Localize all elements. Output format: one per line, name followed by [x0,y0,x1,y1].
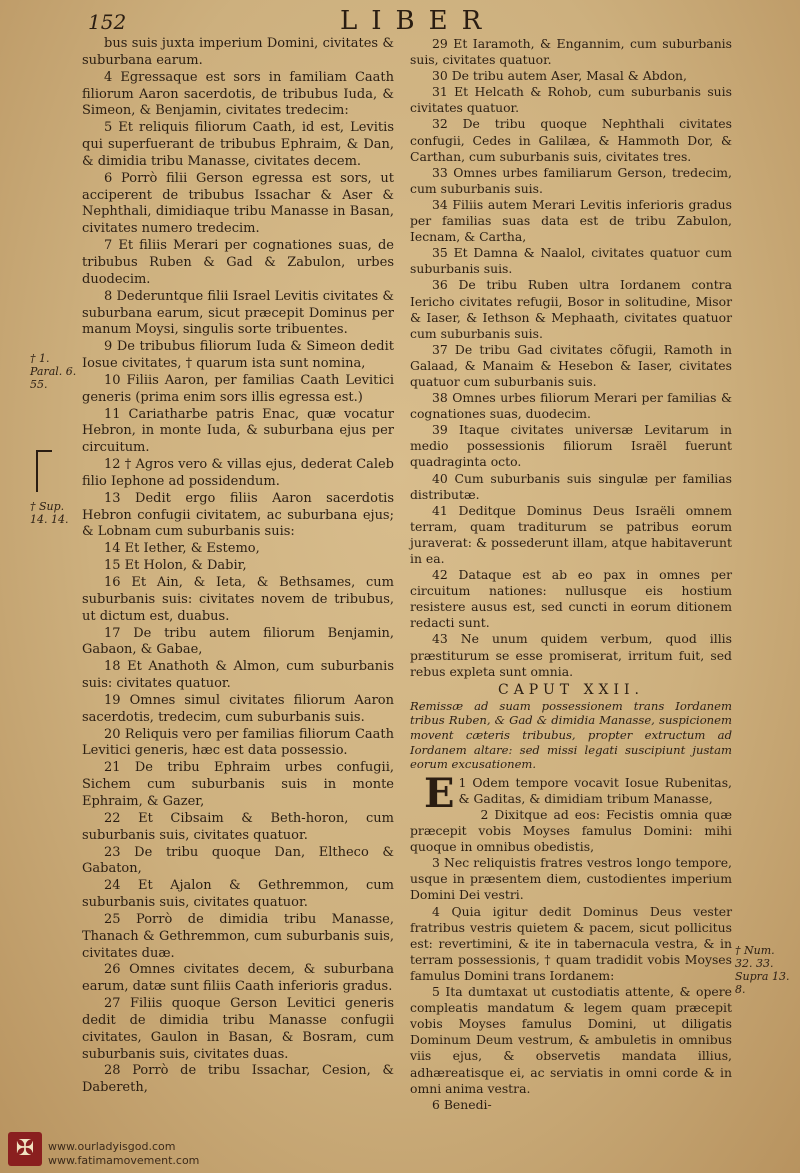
verse: 6 Porrò filii Gerson egressa est sors, ut acciperent de tribubus Issachar & Aser & Nephthali, dimidiaque tribu Manasse in Basan, civitates numero tredecim. [82,170,394,237]
verse: 6 Benedi- [432,1096,492,1112]
right-column [410,36,732,1113]
verse: 33 Omnes urbes familiarum Gerson, tredecim, cum suburbanis suis. [410,164,732,196]
verse: 26 Omnes civitates decem, & suburbana earum, datæ sunt filiis Caath inferioris gradus. [82,962,394,995]
watermark [48,1140,199,1168]
verse: 30 De tribu autem Aser, Masal & Abdon, [432,68,687,84]
verse: 14 Et Iether, & Estemo, [104,541,260,557]
left-column [82,36,394,1097]
verse: 8 Dederuntque filii Israel Levitis civitates & suburbana earum, sicut præcepit Dominus per manum Moysi, singulis sorte tribuentes. [82,288,394,338]
verse: 41 Deditque Dominus Deus Israëli omnem terram, quam traditurum se patribus eorum juraverat: & possederunt illam, atque habitaverunt in ea. [410,502,732,566]
verse: 22 Et Cibsaim & Beth-horon, cum suburbanis suis, civitates quatuor. [82,810,394,843]
verse: 32 De tribu quoque Nephthali civitates confugii, Cedes in Galilæa, & Hammoth Dor, & Carthan, cum suburbanis suis, civitates tres. [410,116,732,164]
verse: 15 Et Holon, & Dabir, [104,558,247,574]
watermark-line: www.ourladyisgod.com [48,1140,176,1153]
margin-note-right: † Num. 32. 33. Supra 13. 8. [735,944,790,996]
margin-note-left: † Sup. 14. 14. [30,500,69,526]
page-number: 152 [88,10,127,34]
verse: 17 De tribu autem filiorum Benjamin, Gabaon, & Gabae, [82,625,394,658]
verse: 2 Dixitque ad eos: Fecistis omnia quæ præcepit vobis Moyses famulus Domini: mihi quoque in omnibus obedistis, [410,807,732,855]
verse: 18 Et Anathoth & Almon, cum suburbanis suis: civitates quatuor. [82,659,394,692]
handwritten-bracket-mark [36,450,52,492]
verse: 9 De tribubus filiorum Iuda & Simeon dedit Iosue civitates, † quarum ista sunt nomina, [82,339,394,372]
verse: 11 Cariatharbe patris Enac, quæ vocatur Hebron, in monte Iuda, & suburbana ejus per circuitum. [82,406,394,456]
verse: 21 De tribu Ephraim urbes confugii, Sichem cum suburbanis suis in monte Ephraim, & Gazer, [82,760,394,809]
verse: 31 Et Helcath & Rohob, cum suburbanis suis civitates quatuor. [410,84,732,116]
verse: 29 Et Iaramoth, & Engannim, cum suburbanis suis, civitates quatuor. [410,36,732,68]
verse: 16 Et Ain, & Ieta, & Bethsames, cum suburbanis suis: civitates novem de tribubus, ut dictum est, duabus. [82,575,394,624]
verse: 20 Reliquis vero per familias filiorum Caath Levitici generis, hæc est data possessio. [82,726,394,759]
verse: 37 De tribu Gad civitates cõfugii, Ramoth in Galaad, & Manaim & Hesebon & Iaser, civitates quatuor cum suburbanis suis. [410,341,732,389]
site-seal-icon: ✠ [8,1132,42,1166]
verse: 19 Omnes simul civitates filiorum Aaron sacerdotis, tredecim, cum suburbanis suis. [82,692,394,725]
verse: 35 Et Damna & Naalol, civitates quatuor cum suburbanis suis. [410,245,732,277]
verse: 27 Filiis quoque Gerson Levitici generis dedit de dimidia tribu Manasse confugii civitates, Gaulon in Basan, & Bosram, cum suburbanis suis, civitates duas. [82,996,394,1062]
dropcap-letter: E [424,769,455,817]
verse-first-text: 1 Odem tempore vocavit Iosue Rubenitas, & Gaditas, & dimidiam tribum Manasse, [458,774,732,806]
chapter-summary: Remissæ ad suam possessionem trans Iordanem tribus Ruben, & Gad & dimidia Manasse, suspicionem movent cæteris tribubus, propter extructum ad Iordanem altare: sed missi legati suscipiunt justam eorum excusationem. [410,698,732,772]
verse: 40 Cum suburbanis suis singulæ per familias distributæ. [410,470,732,502]
margin-note-left: † 1. Paral. 6. 55. [30,352,77,391]
verse: 4 Egressaque est sors in familiam Caath filiorum Aaron sacerdotis, de tribubus Iuda, & Simeon, & Benjamin, civitates tredecim: [82,69,394,119]
verse: 5 Ita dumtaxat ut custodiatis attente, & opere compleatis mandatum & legem quam præcepit vobis Moyses famulus Domini, ut diligatis Dominum Deum vestrum, & ambuletis in omnibus viis ejus, & observetis mandata illius, adhæreatisque ei, ac serviatis in omni corde & in omni anima vestra. [410,984,732,1096]
verse: 3 Nec reliquistis fratres vestros longo tempore, usque in præsentem diem, custodientes imperium Domini Dei vestri. [410,855,732,903]
verse: 39 Itaque civitates universæ Levitarum in medio possessionis filiorum Israël fuerunt quadraginta octo. [410,422,732,470]
verse: 28 Porrò de tribu Issachar, Cesion, & Dabereth, [82,1063,394,1096]
verse: 5 Et reliquis filiorum Caath, id est, Levitis qui superfuerant de tribubus Ephraim, & Dan, & dimidia tribu Manasse, civitates decem. [82,120,394,169]
watermark-line: www.fatimamovement.com [48,1154,200,1167]
verse: 43 Ne unum quidem verbum, quod illis præstiturum se esse promiserat, irritum fuit, sed rebus expleta sunt omnia. [410,631,732,679]
verse: 42 Dataque est ab eo pax in omnes per circuitum nationes: nullusque eis hostium resistere ausus est, sed cuncti in eorum ditionem redacti sunt. [410,567,732,631]
verse: bus suis juxta imperium Domini, civitates & suburbana earum. [82,36,394,68]
verse: 10 Filiis Aaron, per familias Caath Levitici generis (prima enim sors illis egressa est.) [82,372,394,405]
verse: 4 Quia igitur dedit Dominus Deus vester fratribus vestris quietem & pacem, sicut pollicitus est: revertimini, & ite in tabernacula vestra, & in terram possessionis, † quam tradidit vobis Moyses famulus Domini trans Iordanem: [410,903,732,983]
verse: 23 De tribu quoque Dan, Eltheco & Gabaton, [82,844,394,877]
chapter-title: CAPUT XXII. [497,681,645,698]
verse: 25 Porrò de dimidia tribu Manasse, Thanach & Gethremmon, cum suburbanis suis, civitates duæ. [82,911,394,961]
verse: 36 De tribu Ruben ultra Iordanem contra Iericho civitates refugii, Bosor in solitudine, Misor & Iaser, & Iethson & Mephaath, civitates quatuor cum suburbanis suis. [410,277,732,341]
verse: 38 Omnes urbes filiorum Merari per familias & cognationes suas, duodecim. [410,390,732,422]
page-header [0,4,800,38]
verse: 34 Filiis autem Merari Levitis inferioris gradus per familias suas data est de tribu Zabulon, Iecnam, & Cartha, [410,196,732,245]
verse: 7 Et filiis Merari per cognationes suas, de tribubus Ruben & Gad & Zabulon, urbes duodecim. [82,238,394,287]
verse-first [410,769,732,817]
verse: 13 Dedit ergo filiis Aaron sacerdotis Hebron confugii civitatem, ac suburbana ejus; & Lobnam cum suburbanis suis: [82,490,394,540]
verse: 24 Et Ajalon & Gethremmon, cum suburbanis suis, civitates quatuor. [82,878,394,911]
verse: 12 † Agros vero & villas ejus, dederat Caleb filio Iephone ad possidendum. [82,457,394,489]
running-title: LIBER [340,6,496,36]
